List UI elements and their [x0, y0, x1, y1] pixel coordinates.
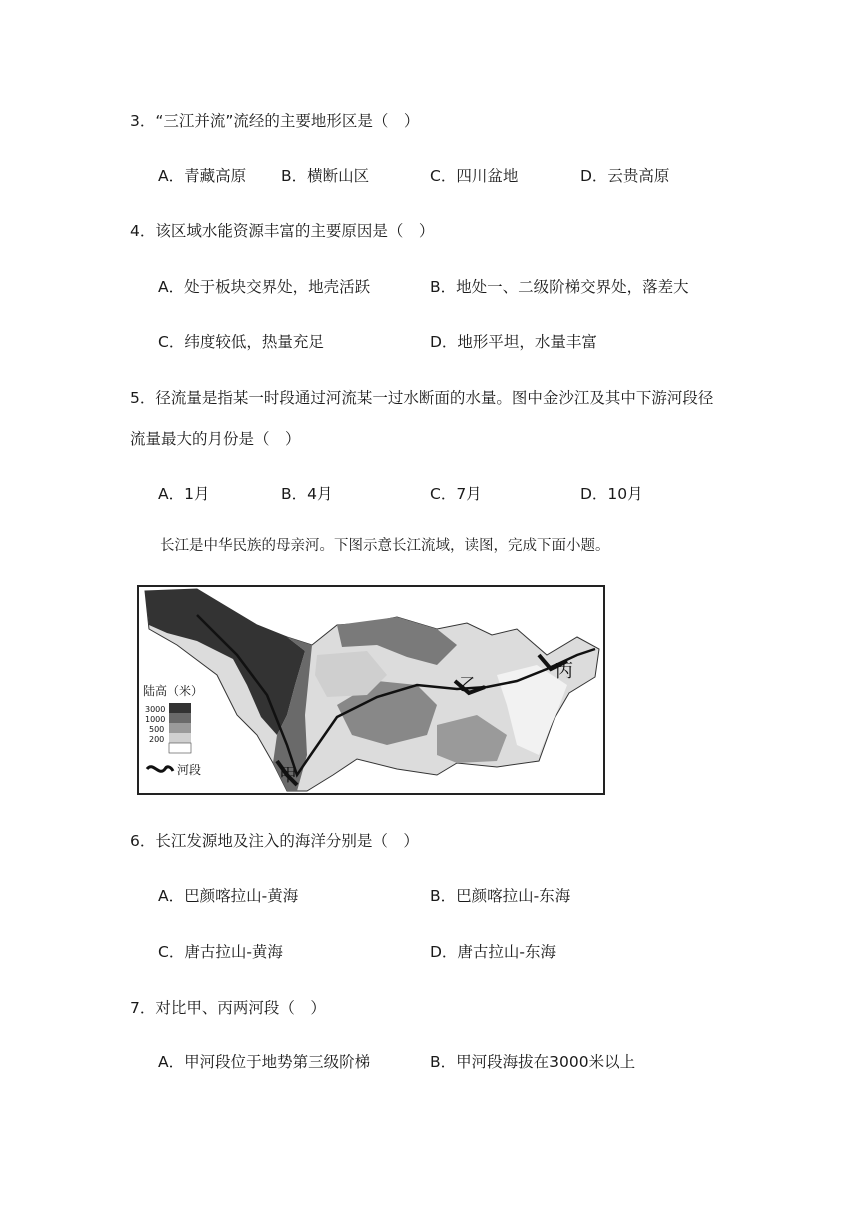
legend-level-1000: 1000	[145, 715, 166, 724]
legend-swatch-1000	[169, 713, 191, 723]
legend-swatch-low	[169, 743, 191, 753]
question-7-stem: 7．对比甲、丙两河段（ ）	[130, 999, 326, 1017]
legend-title: 陆高（米）	[143, 684, 204, 698]
map-intro-text: 长江是中华民族的母亲河。下图示意长江流域，读图，完成下面小题。	[160, 538, 610, 554]
q7-option-b: B．甲河段海拔在3000米以上	[430, 1053, 636, 1071]
q5-option-a: A．1月	[158, 485, 210, 503]
q5-option-b: B．4月	[281, 485, 333, 503]
q6-option-b: B．巴颜喀拉山-东海	[430, 887, 571, 905]
q4-option-c: C．纬度较低，热量充足	[158, 333, 324, 351]
label-jia: 甲	[279, 765, 297, 786]
legend-swatch-3000	[169, 703, 191, 713]
question-6-stem: 6．长江发源地及注入的海洋分别是（ ）	[130, 832, 419, 850]
question-5-stem-line1: 5．径流量是指某一时段通过河流某一过水断面的水量。图中金沙江及其中下游河段径	[130, 389, 714, 407]
label-bing: 丙	[555, 661, 573, 682]
question-4-stem: 4．该区域水能资源丰富的主要原因是（ ）	[130, 222, 435, 240]
q6-option-d: D．唐古拉山-东海	[430, 943, 557, 961]
legend-level-3000: 3000	[145, 705, 166, 714]
q4-option-a: A．处于板块交界处，地壳活跃	[158, 278, 371, 296]
q3-option-c: C．四川盆地	[430, 167, 519, 185]
legend-swatch-200	[169, 733, 191, 743]
q3-option-b: B．横断山区	[281, 167, 370, 185]
q4-option-d: D．地形平坦，水量丰富	[430, 333, 597, 351]
question-3-stem: 3．“三江并流”流经的主要地形区是（ ）	[130, 112, 420, 130]
yangtze-basin-map	[137, 585, 605, 795]
q5-option-d: D．10月	[580, 485, 643, 503]
q6-option-c: C．唐古拉山-黄海	[158, 943, 283, 961]
legend-river-label: 河段	[177, 763, 202, 777]
q6-option-a: A．巴颜喀拉山-黄海	[158, 887, 299, 905]
q3-option-d: D．云贵高原	[580, 167, 670, 185]
q4-option-b: B．地处一、二级阶梯交界处，落差大	[430, 278, 689, 296]
legend-level-500: 500	[149, 725, 165, 734]
q5-option-c: C．7月	[430, 485, 482, 503]
question-5-stem-line2: 流量最大的月份是（ ）	[130, 430, 301, 448]
q3-option-a: A．青藏高原	[158, 167, 247, 185]
q7-option-a: A．甲河段位于地势第三级阶梯	[158, 1053, 371, 1071]
legend-level-200: 200	[149, 735, 165, 744]
label-yi: 乙	[459, 675, 477, 696]
legend-swatch-500	[169, 723, 191, 733]
